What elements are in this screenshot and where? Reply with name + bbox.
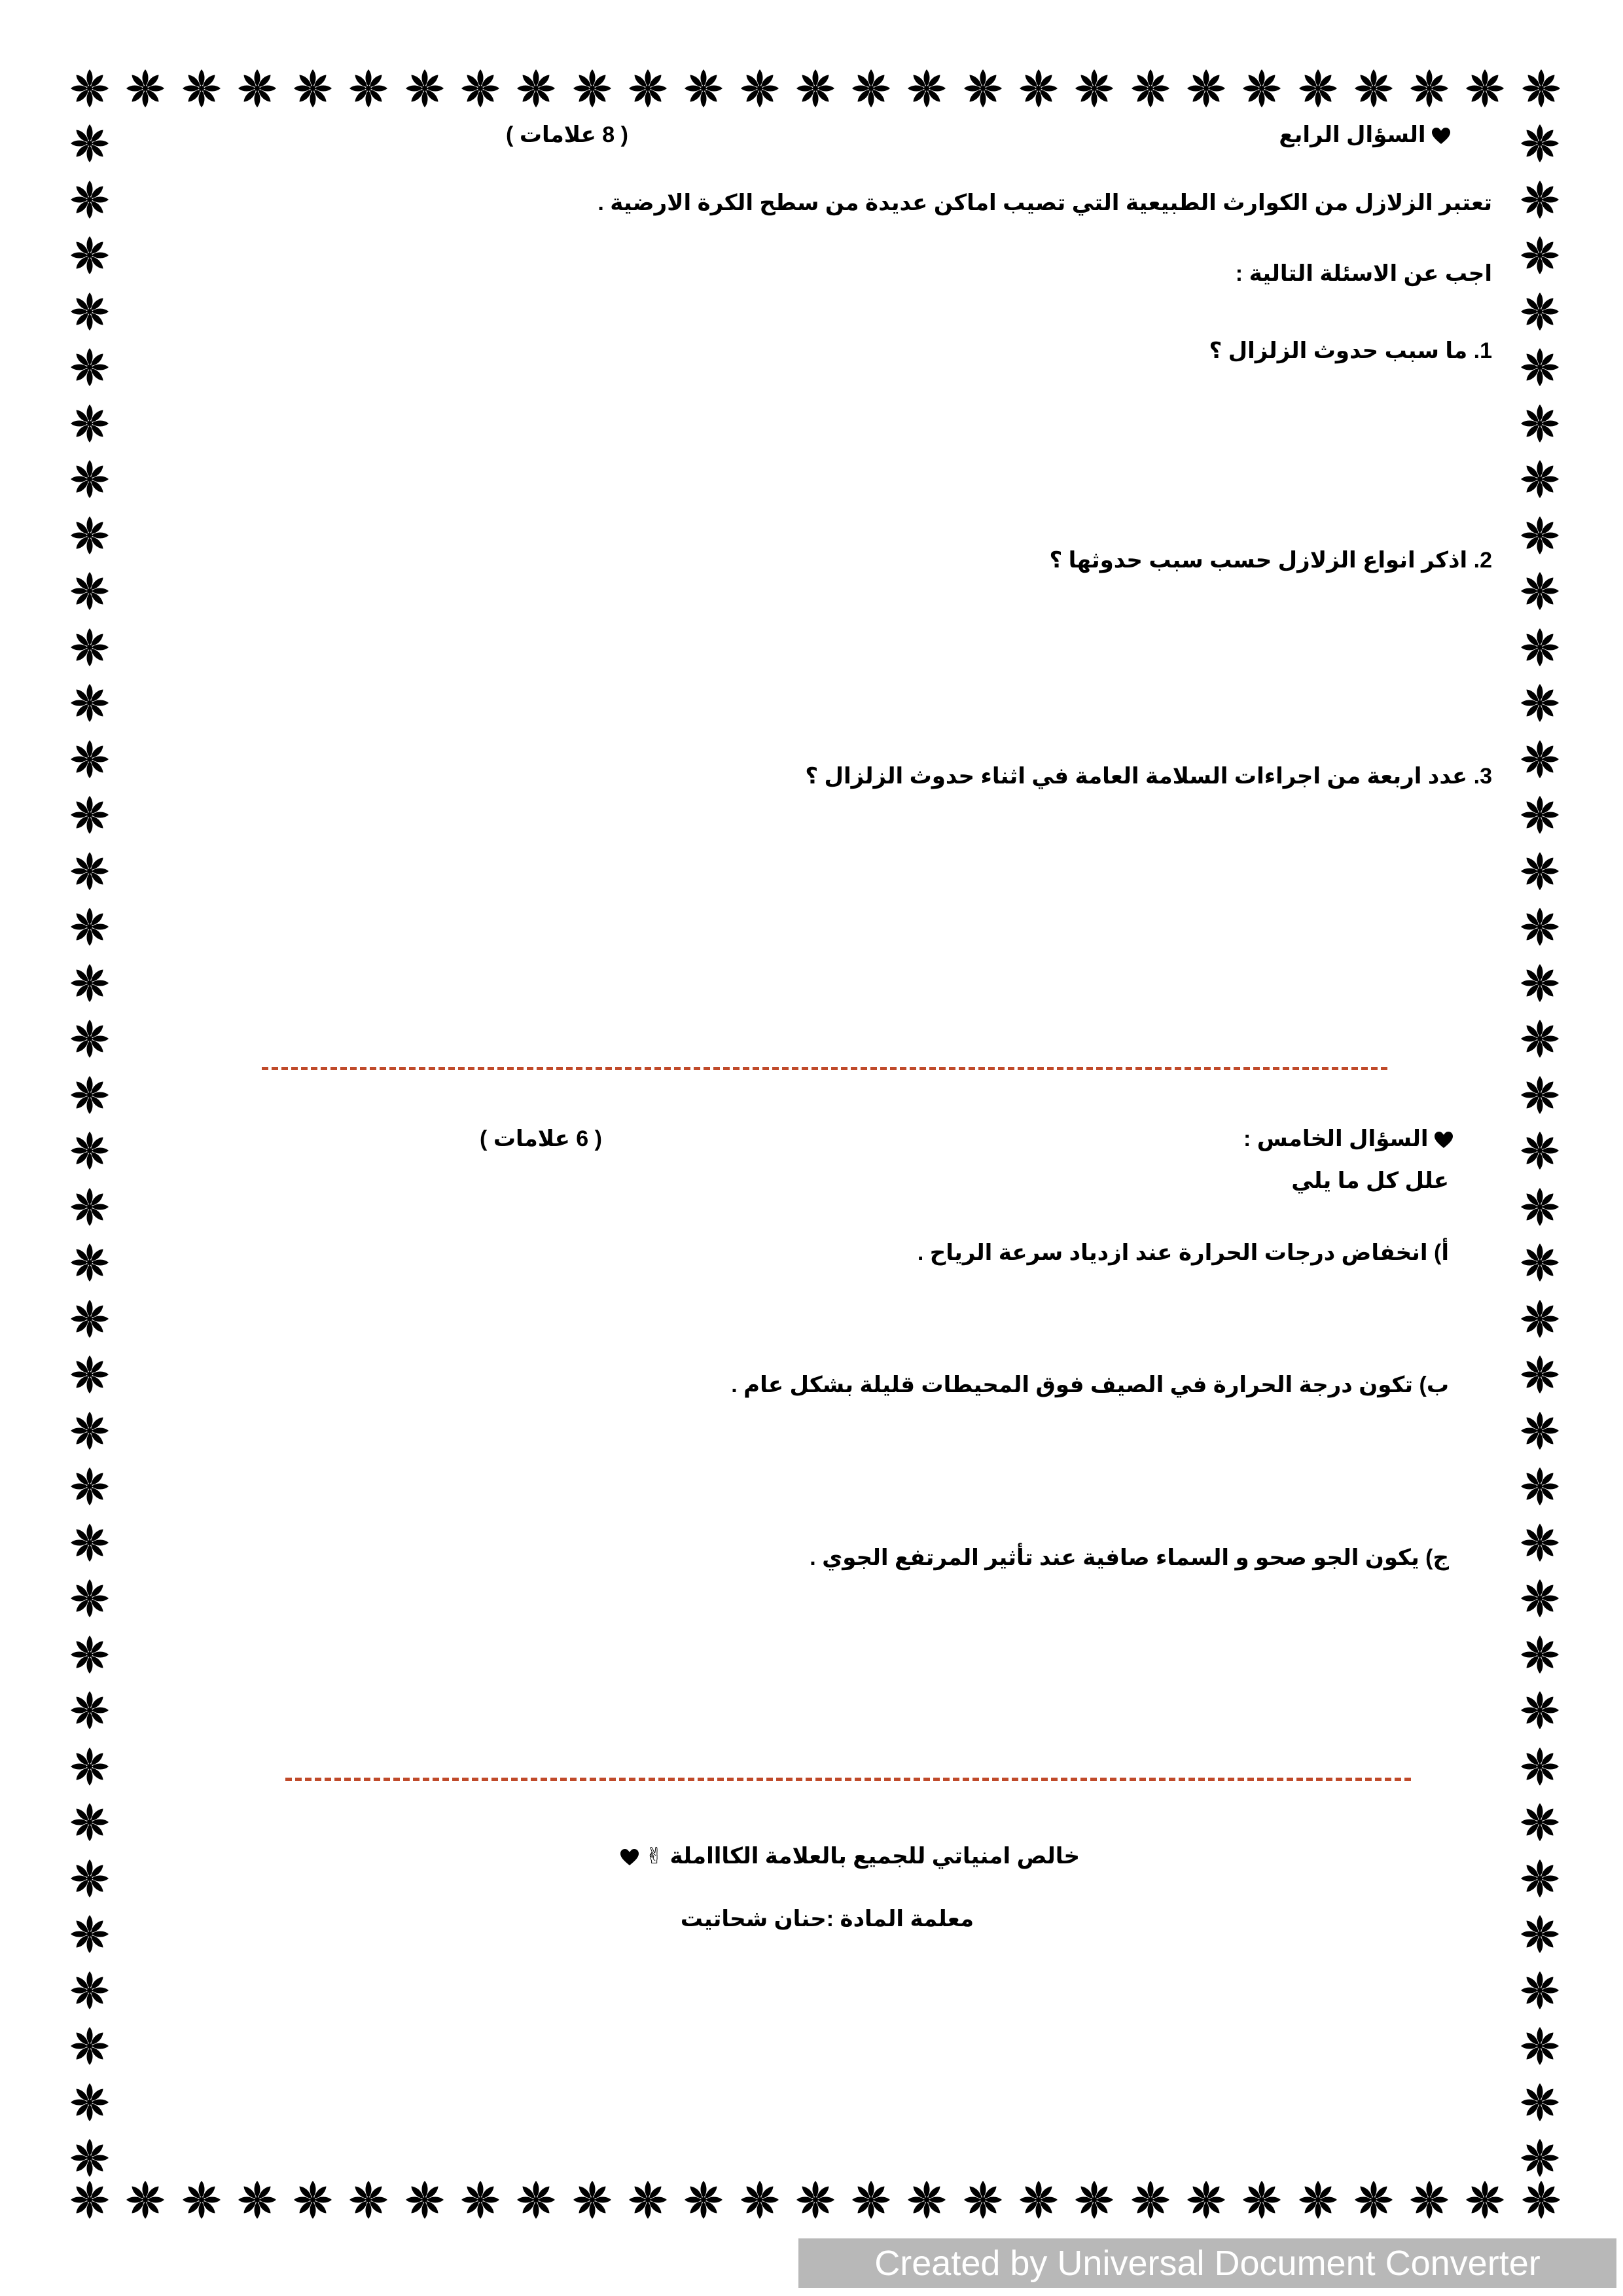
asterisk-star-icon (348, 2179, 389, 2220)
asterisk-star-icon (69, 571, 110, 611)
asterisk-star-icon (69, 1746, 110, 1787)
asterisk-star-icon (1520, 795, 1560, 835)
asterisk-star-icon (69, 1858, 110, 1899)
asterisk-star-icon (1241, 2179, 1282, 2220)
asterisk-star-icon (1520, 1746, 1560, 1787)
asterisk-star-icon (69, 739, 110, 780)
border-right (1520, 123, 1560, 2178)
asterisk-star-icon (69, 1634, 110, 1675)
asterisk-star-icon (1298, 68, 1338, 109)
asterisk-star-icon (1520, 1075, 1560, 1115)
section-divider (285, 1778, 1411, 1781)
asterisk-star-icon (1465, 68, 1505, 109)
asterisk-star-icon (404, 2179, 445, 2220)
asterisk-star-icon (69, 179, 110, 220)
asterisk-star-icon (1520, 683, 1560, 723)
asterisk-star-icon (69, 2082, 110, 2123)
asterisk-star-icon (69, 2138, 110, 2178)
asterisk-star-icon (69, 403, 110, 444)
asterisk-star-icon (1520, 1690, 1560, 1731)
asterisk-star-icon (69, 1187, 110, 1227)
asterisk-star-icon (1520, 515, 1560, 556)
asterisk-star-icon (1520, 1354, 1560, 1395)
asterisk-star-icon (1520, 235, 1560, 276)
asterisk-star-icon (125, 68, 166, 109)
closing-wishes-text: خالص امنياتي للجميع بالعلامة الكاااملة (669, 1844, 1080, 1869)
asterisk-star-icon (1409, 68, 1450, 109)
asterisk-star-icon (1520, 2082, 1560, 2123)
asterisk-star-icon (69, 291, 110, 332)
asterisk-star-icon (1520, 1522, 1560, 1563)
q5-instruction: علل كل ما يلي (1291, 1168, 1449, 1193)
q4-item-2: 2. اذكر انواع الزلازل حسب سبب حدوثها ؟ (1049, 548, 1492, 573)
asterisk-star-icon (1186, 2179, 1226, 2220)
asterisk-star-icon (69, 1075, 110, 1115)
asterisk-star-icon (1521, 2179, 1561, 2220)
asterisk-star-icon (1130, 68, 1171, 109)
asterisk-star-icon (795, 2179, 836, 2220)
asterisk-star-icon (1520, 2026, 1560, 2066)
asterisk-star-icon (1520, 851, 1560, 891)
asterisk-star-icon (1465, 2179, 1505, 2220)
asterisk-star-icon (1520, 1466, 1560, 1507)
q4-intro: تعتبر الزلازل من الكوارث الطبيعية التي تصيب اماكن عديدة من سطح الكرة الارضية . (597, 190, 1492, 215)
asterisk-star-icon (69, 1578, 110, 1619)
q4-instruction: اجب عن الاسئلة التالية : (1235, 261, 1492, 286)
asterisk-star-icon (1520, 1299, 1560, 1339)
asterisk-star-icon (1520, 179, 1560, 220)
asterisk-star-icon (69, 795, 110, 835)
asterisk-star-icon (69, 2026, 110, 2066)
asterisk-star-icon (906, 68, 947, 109)
asterisk-star-icon (1520, 1578, 1560, 1619)
asterisk-star-icon (237, 68, 277, 109)
q5-item-b: ب) تكون درجة الحرارة في الصيف فوق المحيطات قليلة بشكل عام . (731, 1372, 1449, 1397)
asterisk-star-icon (69, 627, 110, 668)
asterisk-star-icon (1520, 571, 1560, 611)
closing-wishes (620, 1843, 1080, 1870)
asterisk-star-icon (69, 123, 110, 164)
asterisk-star-icon (1520, 1130, 1560, 1171)
asterisk-star-icon (404, 68, 445, 109)
asterisk-star-icon (628, 2179, 668, 2220)
asterisk-star-icon (1520, 1242, 1560, 1283)
asterisk-star-icon (69, 1354, 110, 1395)
asterisk-star-icon (572, 68, 613, 109)
asterisk-star-icon (69, 1018, 110, 1059)
asterisk-star-icon (740, 2179, 780, 2220)
asterisk-star-icon (1520, 347, 1560, 387)
border-left (69, 123, 110, 2178)
asterisk-star-icon (348, 68, 389, 109)
asterisk-star-icon (1520, 403, 1560, 444)
asterisk-star-icon (69, 515, 110, 556)
asterisk-star-icon (460, 68, 501, 109)
asterisk-star-icon (1520, 2138, 1560, 2178)
asterisk-star-icon (795, 68, 836, 109)
asterisk-star-icon (963, 68, 1003, 109)
q4-heading (1279, 122, 1450, 149)
asterisk-star-icon (1409, 2179, 1450, 2220)
asterisk-star-icon (1298, 2179, 1338, 2220)
asterisk-star-icon (1353, 2179, 1394, 2220)
asterisk-star-icon (1241, 68, 1282, 109)
asterisk-star-icon (69, 683, 110, 723)
asterisk-star-icon (1520, 963, 1560, 1003)
asterisk-star-icon (69, 1914, 110, 1954)
heart-icon (620, 1849, 639, 1866)
asterisk-star-icon (181, 68, 222, 109)
q5-item-c: ج) يكون الجو صحو و السماء صافية عند تأثير المرتفع الجوي . (810, 1545, 1449, 1570)
asterisk-star-icon (69, 1130, 110, 1171)
asterisk-star-icon (1520, 627, 1560, 668)
asterisk-star-icon (516, 68, 556, 109)
asterisk-star-icon (69, 906, 110, 947)
asterisk-star-icon (516, 2179, 556, 2220)
asterisk-star-icon (1520, 1802, 1560, 1842)
asterisk-star-icon (69, 235, 110, 276)
asterisk-star-icon (1520, 1018, 1560, 1059)
asterisk-star-icon (69, 851, 110, 891)
q4-item-1: 1. ما سبب حدوث الزلزال ؟ (1209, 338, 1492, 363)
asterisk-star-icon (963, 2179, 1003, 2220)
asterisk-star-icon (1520, 906, 1560, 947)
q4-title: السؤال الرابع (1279, 122, 1426, 147)
asterisk-star-icon (1520, 291, 1560, 332)
asterisk-star-icon (1520, 123, 1560, 164)
asterisk-star-icon (1520, 1187, 1560, 1227)
asterisk-star-icon (1018, 2179, 1059, 2220)
asterisk-star-icon (125, 2179, 166, 2220)
q4-marks: ( 8 علامات ) (506, 122, 628, 147)
asterisk-star-icon (69, 1242, 110, 1283)
asterisk-star-icon (1186, 68, 1226, 109)
asterisk-star-icon (69, 1466, 110, 1507)
border-top (69, 68, 1561, 109)
asterisk-star-icon (69, 459, 110, 499)
asterisk-star-icon (1520, 1634, 1560, 1675)
asterisk-star-icon (69, 68, 110, 109)
asterisk-star-icon (1520, 1858, 1560, 1899)
asterisk-star-icon (628, 68, 668, 109)
border-bottom (69, 2179, 1561, 2220)
asterisk-star-icon (69, 1690, 110, 1731)
asterisk-star-icon (69, 1299, 110, 1339)
q5-heading (1243, 1126, 1453, 1153)
asterisk-star-icon (906, 2179, 947, 2220)
asterisk-star-icon (1520, 1970, 1560, 2011)
asterisk-star-icon (1520, 459, 1560, 499)
asterisk-star-icon (69, 1802, 110, 1842)
victory-hand-icon: ✌ (645, 1844, 664, 1869)
asterisk-star-icon (1074, 2179, 1115, 2220)
q4-item-3: 3. عدد اربعة من اجراءات السلامة العامة في اثناء حدوث الزلزال ؟ (805, 764, 1492, 789)
asterisk-star-icon (293, 68, 333, 109)
asterisk-star-icon (293, 2179, 333, 2220)
asterisk-star-icon (1521, 68, 1561, 109)
asterisk-star-icon (237, 2179, 277, 2220)
asterisk-star-icon (851, 2179, 891, 2220)
asterisk-star-icon (69, 1522, 110, 1563)
asterisk-star-icon (69, 1970, 110, 2011)
asterisk-star-icon (69, 1410, 110, 1451)
asterisk-star-icon (181, 2179, 222, 2220)
asterisk-star-icon (1018, 68, 1059, 109)
converter-watermark: Created by Universal Document Converter (798, 2238, 1616, 2288)
q5-title: السؤال الخامس : (1243, 1126, 1429, 1151)
asterisk-star-icon (683, 68, 724, 109)
asterisk-star-icon (460, 2179, 501, 2220)
asterisk-star-icon (1130, 2179, 1171, 2220)
asterisk-star-icon (69, 963, 110, 1003)
asterisk-star-icon (683, 2179, 724, 2220)
asterisk-star-icon (572, 2179, 613, 2220)
teacher-name: معلمة المادة :حنان شحاتيت (680, 1907, 974, 1931)
asterisk-star-icon (1074, 68, 1115, 109)
asterisk-star-icon (1520, 739, 1560, 780)
asterisk-star-icon (1353, 68, 1394, 109)
section-divider (262, 1067, 1387, 1070)
q5-marks: ( 6 علامات ) (480, 1126, 602, 1151)
asterisk-star-icon (69, 2179, 110, 2220)
asterisk-star-icon (69, 347, 110, 387)
asterisk-star-icon (851, 68, 891, 109)
asterisk-star-icon (740, 68, 780, 109)
heart-icon (1435, 1132, 1453, 1149)
heart-icon (1432, 128, 1450, 145)
asterisk-star-icon (1520, 1914, 1560, 1954)
q5-item-a: أ) انخفاض درجات الحرارة عند ازدياد سرعة الرياح . (917, 1240, 1449, 1265)
asterisk-star-icon (1520, 1410, 1560, 1451)
